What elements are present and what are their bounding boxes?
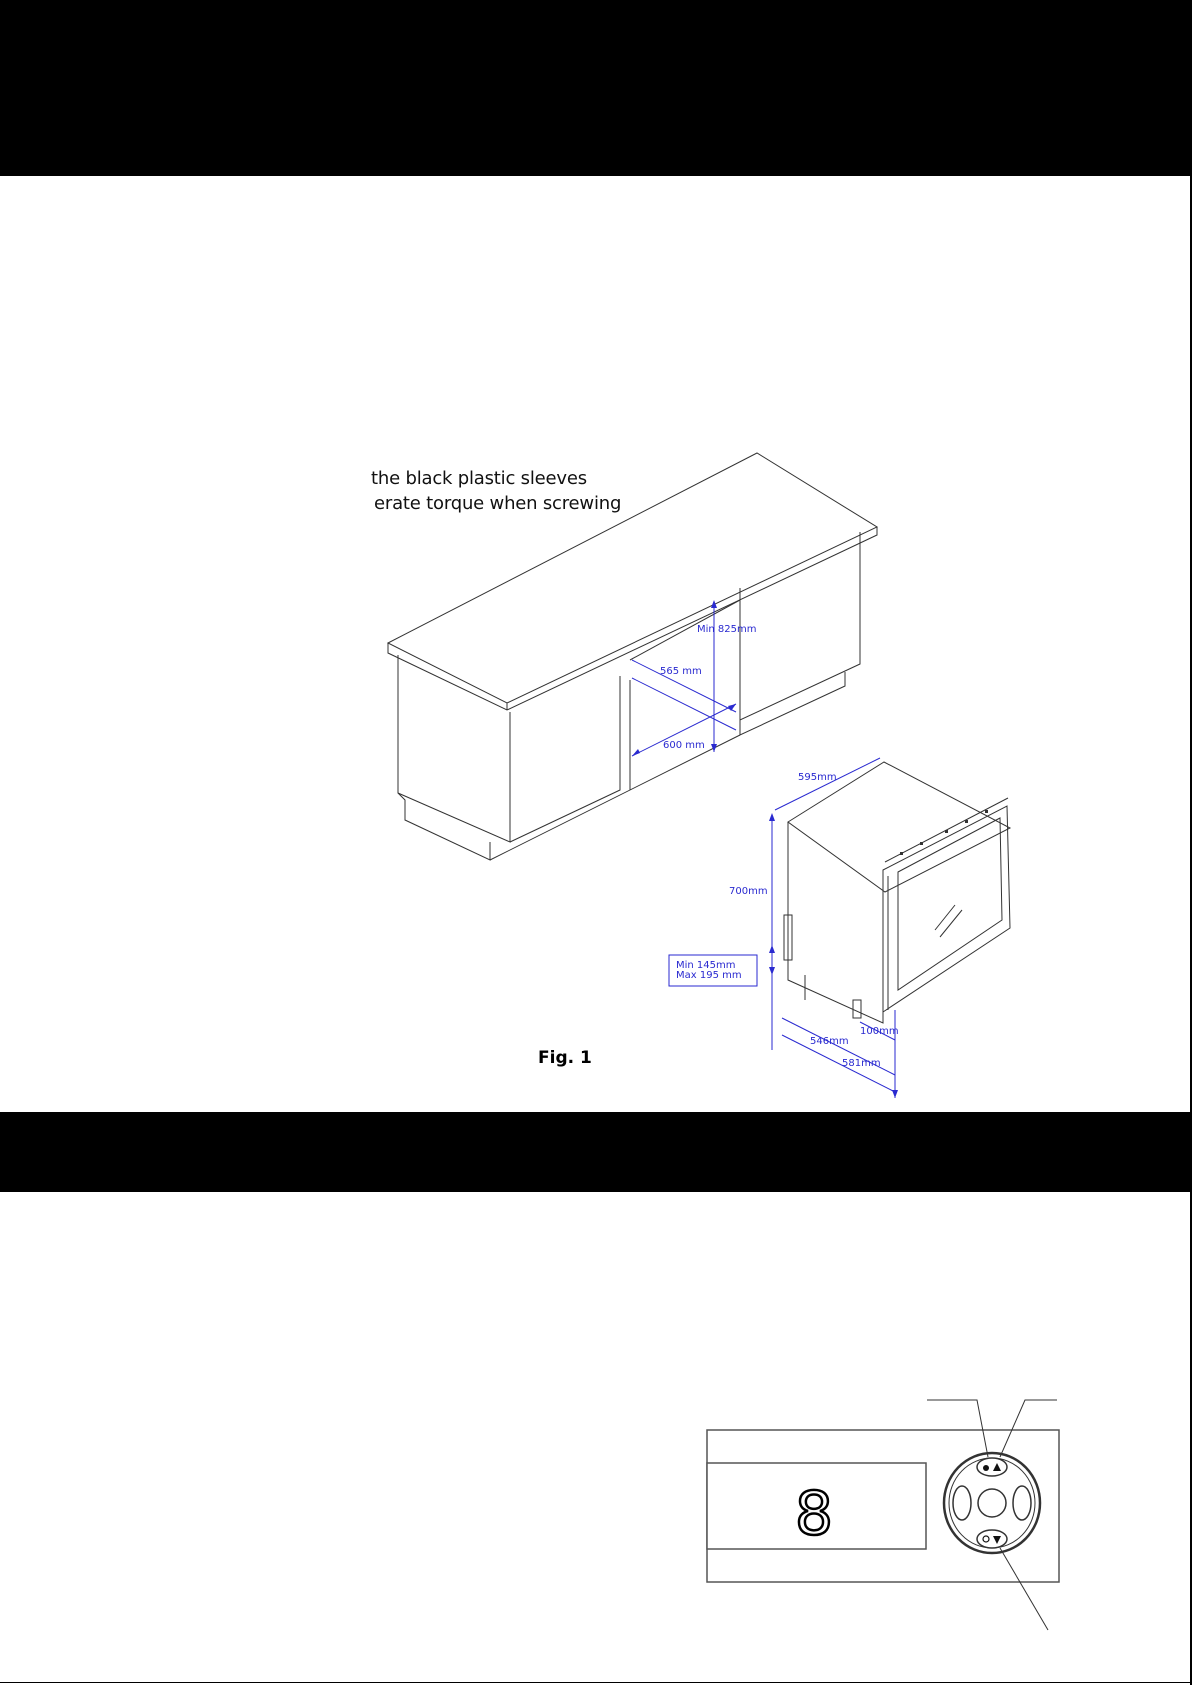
cooler-glass-door bbox=[898, 818, 1002, 990]
plinth-line bbox=[490, 735, 740, 860]
control-dot bbox=[920, 842, 923, 845]
right-cabinet bbox=[740, 532, 860, 720]
arrow-581 bbox=[892, 1090, 898, 1098]
left-plinth bbox=[398, 793, 490, 860]
dim-565: 565 mm bbox=[660, 666, 702, 677]
dim-581: 581mm bbox=[842, 1058, 881, 1069]
installation-note-line-1: the black plastic sleeves bbox=[371, 468, 587, 489]
worktop-front-edge bbox=[388, 527, 877, 710]
arrow-700-top bbox=[769, 813, 775, 821]
dim-600: 600 mm bbox=[663, 740, 705, 751]
control-strip-dots bbox=[900, 810, 988, 855]
cooler-front bbox=[883, 806, 1010, 1012]
control-dot bbox=[900, 852, 903, 855]
dim-min-825: Min 825mm bbox=[697, 624, 757, 635]
figure-caption: Fig. 1 bbox=[538, 1048, 592, 1068]
worktop-top bbox=[388, 453, 877, 703]
arrow-leg-top bbox=[769, 945, 775, 953]
arrow-leg-bottom bbox=[769, 967, 775, 975]
glass-reflection-2 bbox=[940, 910, 962, 937]
right-plinth bbox=[740, 672, 845, 735]
left-cabinet bbox=[398, 655, 510, 842]
control-dot bbox=[965, 820, 968, 823]
glass-reflection-1 bbox=[935, 905, 955, 930]
appliance-dimension-lines bbox=[669, 758, 895, 1098]
control-dot bbox=[945, 830, 948, 833]
front-foot bbox=[853, 1000, 861, 1018]
dim-line-595 bbox=[775, 758, 880, 810]
dim-595: 595mm bbox=[798, 772, 837, 783]
dim-546: 546mm bbox=[810, 1036, 849, 1047]
dim-700: 700mm bbox=[729, 886, 768, 897]
wine-cooler-appliance bbox=[784, 762, 1010, 1023]
up-button[interactable] bbox=[977, 1458, 1007, 1476]
control-panel-diagram bbox=[707, 1400, 1059, 1630]
left-button[interactable] bbox=[953, 1486, 971, 1520]
center-button[interactable] bbox=[978, 1489, 1006, 1517]
kitchen-cabinet-unit bbox=[388, 453, 877, 860]
display-digit: 8 bbox=[794, 1479, 834, 1549]
arrow-825-bottom bbox=[711, 744, 717, 752]
down-button[interactable] bbox=[977, 1530, 1007, 1548]
installation-note-line-2: erate torque when screwing bbox=[374, 493, 622, 514]
right-button[interactable] bbox=[1013, 1486, 1031, 1520]
dim-100: 100mm bbox=[860, 1026, 899, 1037]
control-dot bbox=[985, 810, 988, 813]
cooler-side bbox=[788, 822, 883, 1023]
arrow-600-left bbox=[632, 749, 640, 756]
light-bulb-icon bbox=[983, 1465, 989, 1471]
dim-max-195: Max 195 mm bbox=[676, 970, 742, 981]
dim-min-145: Min 145mm bbox=[676, 960, 736, 971]
